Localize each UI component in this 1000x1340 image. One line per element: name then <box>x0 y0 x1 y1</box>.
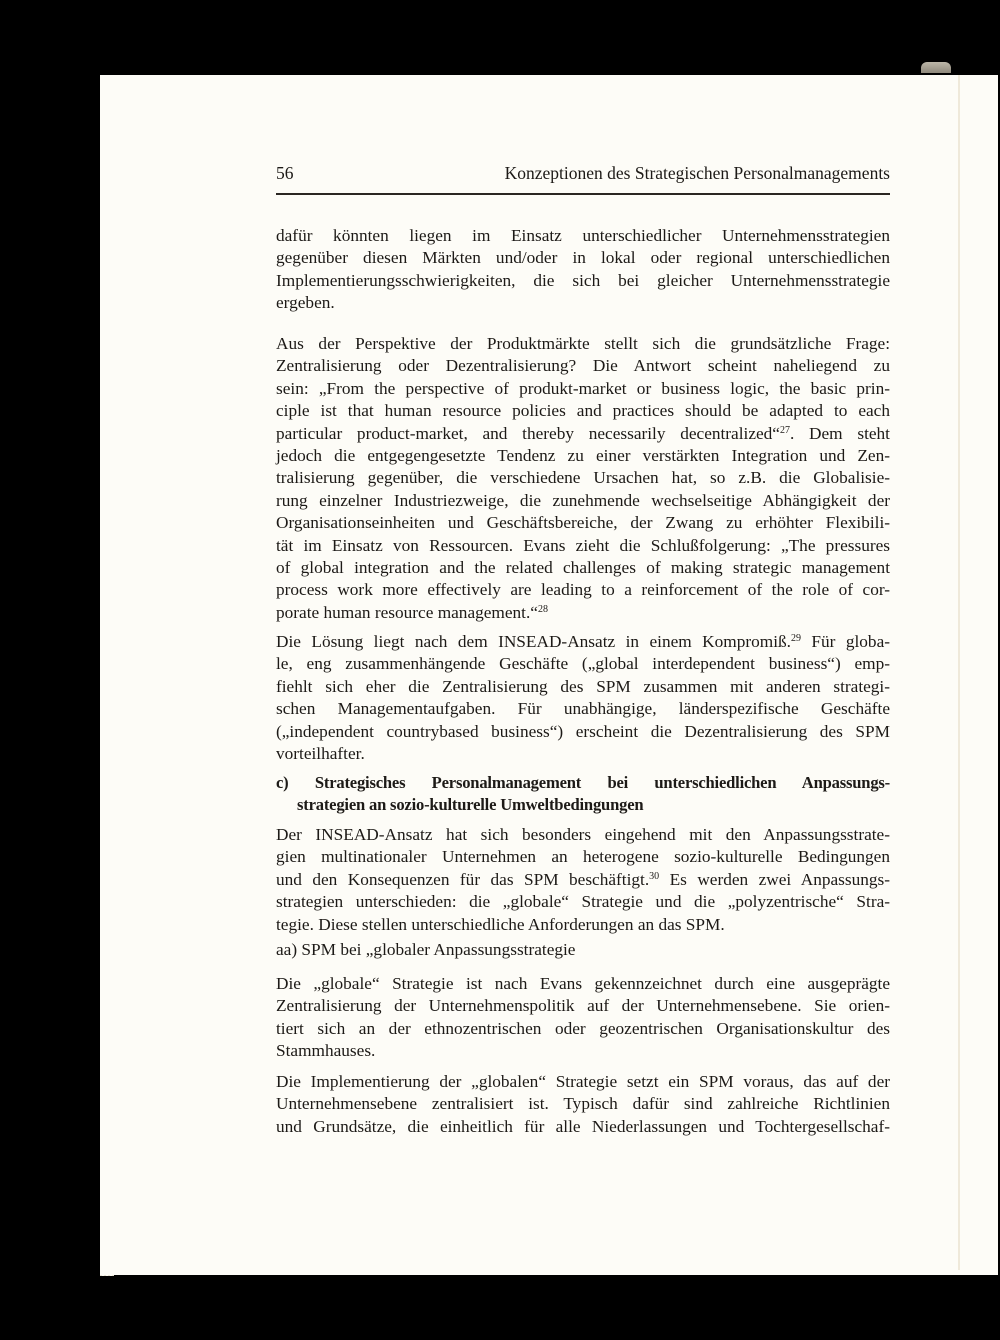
header-rule <box>276 193 890 195</box>
text-line: Stammhauses. <box>276 1041 376 1061</box>
paragraph-3 <box>276 631 890 765</box>
text-line: tät im Einsatz von Ressourcen. Evans zieht die Schlußfolgerung: „The pressures <box>276 535 890 555</box>
text-line: Zentralisierung oder Dezentralisierung? Die Antwort scheint naheliegend zu <box>276 356 890 376</box>
text-line: rung einzelner Industriezweige, die zunehmende wechselseitige Abhängigkeit der <box>276 490 890 510</box>
page-fold-line <box>958 75 960 1270</box>
text-line: aa) SPM bei „globaler Anpassungsstrategie <box>276 940 576 959</box>
page-number: 56 <box>276 163 294 183</box>
text-line: gien multinationaler Unternehmen an heterogene sozio-kulturelle Bedingungen <box>276 847 890 867</box>
text-line: Unternehmensebene zentralisiert ist. Typisch dafür sind zahlreiche Richtlinien <box>276 1094 890 1114</box>
text-line: Die „globale“ Strategie ist nach Evans gekennzeichnet durch eine ausgeprägte <box>276 974 890 993</box>
text-line: le, eng zusammenhängende Geschäfte („global interdependent business“) emp- <box>276 654 890 674</box>
text-line: process work more effectively are leading to a reinforcement of the role of cor- <box>276 580 890 600</box>
paragraph-5 <box>276 973 890 1063</box>
text-line: („independent countrybased business“) erscheint die Dezentralisierung des SPM <box>276 721 890 741</box>
paragraph-2 <box>276 333 890 624</box>
text-line: Organisationseinheiten und Geschäftsbereiche, der Zwang zu erhöhter Flexibili- <box>276 513 890 533</box>
text-line: c) Strategisches Personalmanagement bei unterschiedlichen Anpassungs- <box>276 773 890 792</box>
text-line: fiehlt sich eher die Zentralisierung des SPM zusammen mit anderen strategi- <box>276 676 890 696</box>
footnote-marker: 27 <box>779 424 790 436</box>
paragraph-6 <box>276 1071 890 1138</box>
text-line: tralisierung gegenüber, die verschiedene Ursachen hat, so z.B. die Globalisie- <box>276 468 890 488</box>
footnote-marker: 29 <box>790 633 801 644</box>
text-line: dafür könnten liegen im Einsatz unterschiedlicher Unternehmensstrategien <box>276 226 890 245</box>
text-line: ergeben. <box>276 293 335 313</box>
footnote-marker: 30 <box>649 870 660 882</box>
running-header <box>276 162 890 184</box>
paragraph-4 <box>276 824 890 936</box>
text-line: Zentralisierung der Unternehmenspolitik auf der Unternehmensebene. Sie orien- <box>276 996 890 1016</box>
text-line: sein: „From the perspective of produkt-market or business logic, the basic prin- <box>276 378 890 398</box>
text-line: ciple ist that human resource policies and practices should be adapted to each <box>276 401 890 421</box>
text-line: of global integration and the related challenges of making strategic management <box>276 557 890 577</box>
text-line: strategien unterschieden: die „globale“ Strategie und die „polyzentrische“ Stra- <box>276 892 890 912</box>
text-line: porate human resource management.“$^{28}$ <box>276 602 548 622</box>
text-line: schen Managementaufgaben. Für unabhängige, länderspezifische Geschäfte <box>276 699 890 719</box>
section-heading-c <box>276 772 890 817</box>
footnote-marker: 28 <box>537 603 548 615</box>
page-clip <box>921 62 951 73</box>
subsection-heading-aa <box>276 939 890 961</box>
text-line: particular product-market, and thereby necessarily decentralized“$^{27}$. Dem steht <box>276 423 890 443</box>
text-line: tegie. Diese stellen unterschiedliche Anforderungen an das SPM. <box>276 914 725 934</box>
running-title: Konzeptionen des Strategischen Personalmanagements <box>504 163 890 183</box>
text-line: und den Konsequenzen für das SPM beschäftigt.$^{30}$ Es werden zwei Anpassungs- <box>276 869 891 889</box>
text-line: Der INSEAD-Ansatz hat sich besonders eingehend mit den Anpassungsstrate- <box>276 825 890 844</box>
text-line: Implementierungsschwierigkeiten, die sich bei gleicher Unternehmensstrategie <box>276 270 890 290</box>
text-line: tiert sich an der ethnozentrischen oder geozentrischen Organisationskultur des <box>276 1018 890 1038</box>
text-line: gegenüber diesen Märkten und/oder in lokal oder regional unterschiedlichen <box>276 248 890 268</box>
text-line: strategien an sozio-kulturelle Umweltbedingungen <box>297 795 644 815</box>
paragraph-1 <box>276 225 890 315</box>
text-line: Aus der Perspektive der Produktmärkte stellt sich die grundsätzliche Frage: <box>276 334 890 353</box>
text-line: Die Implementierung der „globalen“ Strategie setzt ein SPM voraus, das auf der <box>276 1072 890 1091</box>
text-line: und Grundsätze, die einheitlich für alle Niederlassungen und Tochtergesellschaf- <box>276 1116 890 1136</box>
text-line: vorteilhafter. <box>276 743 365 763</box>
text-line: jedoch die entgegengesetzte Tendenz zu einer verstärkten Integration und Zen- <box>276 445 890 465</box>
text-line: Die Lösung liegt nach dem INSEAD-Ansatz in einem Kompromiß.$^{29}$ Für globa- <box>276 632 890 651</box>
